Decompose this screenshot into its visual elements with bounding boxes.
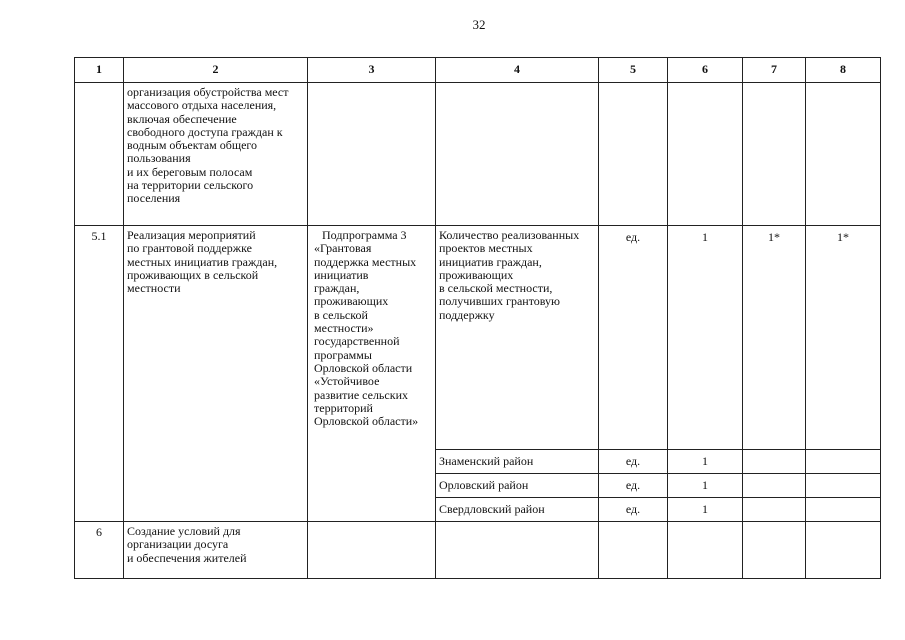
cell-empty [599,522,668,579]
header-row [75,58,881,83]
table-row-continued [75,83,881,226]
cell-empty [743,498,806,522]
cell-empty [806,522,881,579]
indicator-text: Количество реализованных проектов местных инициатив граждан, проживающих в сельской местности, получивших грантовую поддержку [436,226,599,450]
measure-text: Создание условий для организации досуга и обеспечения жителей [124,522,308,579]
cell-empty [308,83,436,226]
subprogram-text [308,226,436,522]
header-col-4: 4 [436,58,599,83]
cell-empty [743,474,806,498]
header-col-3: 3 [308,58,436,83]
cell-empty [743,450,806,474]
table-row-6 [75,522,881,579]
header-col-6: 6 [668,58,743,83]
district-value: 1 [668,498,743,522]
indicator-unit: ед. [599,226,668,450]
district-name: Орловский район [436,474,599,498]
header-col-5: 5 [599,58,668,83]
cell-empty [668,522,743,579]
header-col-1: 1 [75,58,124,83]
cell-empty [436,83,599,226]
page-number: 32 [472,17,486,32]
cell-empty [668,83,743,226]
row-number: 5.1 [75,226,124,522]
district-unit: ед. [599,498,668,522]
cell-empty [308,522,436,579]
district-value: 1 [668,450,743,474]
indicator-value-7: 1* [743,226,806,450]
cell-empty [436,522,599,579]
subprogram-title: Подпрограмма 3 [322,228,407,242]
subprogram-description: «Грантовая поддержка местных инициатив граждан, проживающих в сельской местности» государственной программы Орловской области «Устойчивое развитие сельских территорий Орловской области» [314,241,419,429]
measure-text-continued: организация обустройства мест массового отдыха населения, включая обеспечение свободного доступа граждан к водным объектам общего пользования и их береговым полосам на территории сельского поселения [124,83,308,226]
table-row-5-1 [75,226,881,450]
district-name: Знаменский район [436,450,599,474]
header-col-7: 7 [743,58,806,83]
cell-empty [806,474,881,498]
cell-empty [806,83,881,226]
row-number: 6 [75,522,124,579]
cell-empty [75,83,124,226]
district-unit: ед. [599,474,668,498]
indicator-value-8: 1* [806,226,881,450]
district-name: Свердловский район [436,498,599,522]
header-col-2: 2 [124,58,308,83]
measure-text: Реализация мероприятий по грантовой поддержке местных инициатив граждан, проживающих в сельской местности [124,226,308,522]
cell-empty [806,450,881,474]
header-col-8: 8 [806,58,881,83]
indicator-value-6: 1 [668,226,743,450]
cell-empty [743,522,806,579]
district-value: 1 [668,474,743,498]
district-unit: ед. [599,450,668,474]
program-table [74,57,881,579]
cell-empty [806,498,881,522]
cell-empty [743,83,806,226]
cell-empty [599,83,668,226]
